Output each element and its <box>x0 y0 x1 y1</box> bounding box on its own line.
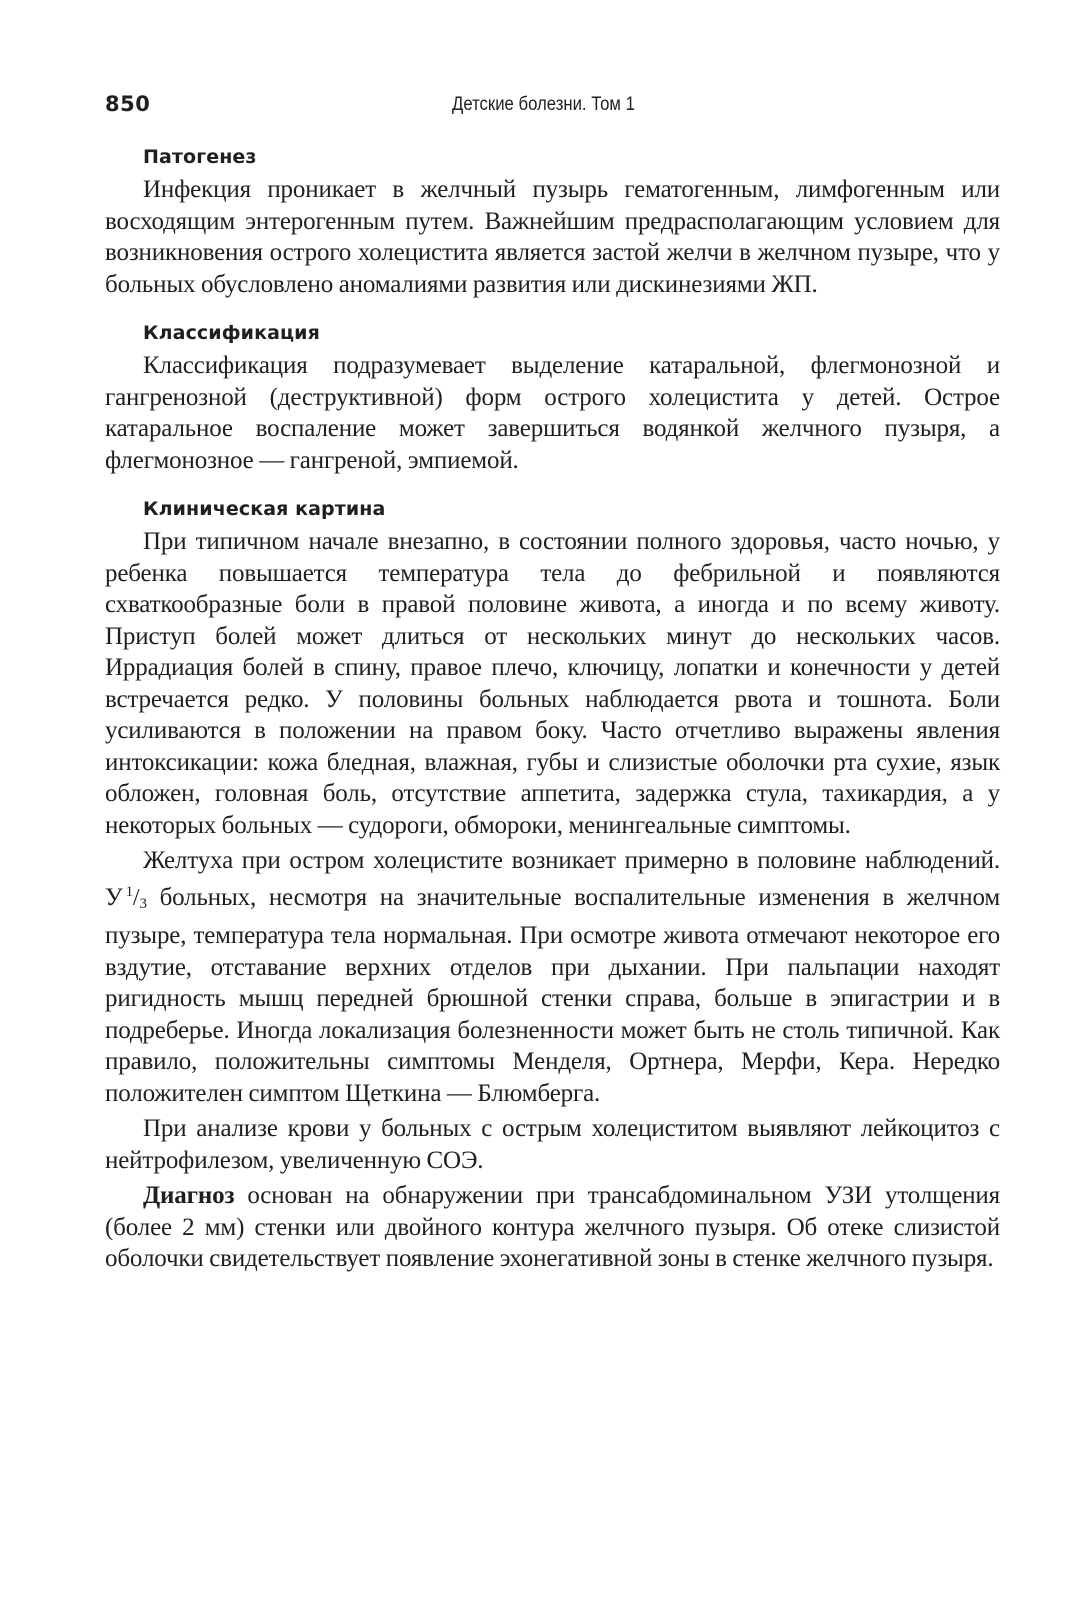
section-heading-clinical-picture: Клиническая картина <box>143 498 386 520</box>
jaundice-text-start: Желтуха при остром холецистите возникает примерно в половине наблюдений. У <box>105 847 1000 911</box>
spacer <box>105 300 1000 322</box>
book-title: Детские болезни. Том 1 <box>452 94 635 115</box>
spacer <box>105 476 1000 498</box>
paragraph-clinical-onset: При типичном начале внезапно, в состоянии полного здоровья, часто ночью, у ребенка повышается температура тела до фебрильной и появляются схваткообразные боли в правой половине живота, а иногда и по всему животу. Приступ болей может длиться от нескольких минут до нескольких часов. Иррадиация болей в спину, правое плечо, ключицу, лопатки и конечности у детей встречается редко. У половины больных наблюдается рвота и тошнота. Боли усиливаются в положении на правом боку. Часто отчетливо выражены явления интоксикации: кожа бледная, влажная, губы и слизистые оболочки рта сухие, язык обложен, головная боль, отсутствие аппетита, задержка стула, тахикардия, а у некоторых больных — судороги, обмороки, менингеальные симптомы. <box>105 528 1000 839</box>
paragraph-pathogenesis: Инфекция проникает в желчный пузырь гематогенным, лимфогенным или восходящим энтерогенным путем. Важнейшим предрасполагающим условием для возникновения острого холецистита является застой желчи в желчном пузыре, что у больных обусловлено аномалиями развития или дискинезиями ЖП. <box>105 176 1000 298</box>
section-pathogenesis <box>105 146 1000 300</box>
fraction-numerator: 1 <box>125 883 133 900</box>
jaundice-text-end: больных, несмотря на значительные воспалительные изменения в желчном пузыре, температура тела нормальная. При осмотре живота отмечают некоторое его вздутие, отставание верхних отделов при дыхании. При пальпации находят ригидность мышц передней брюшной стенки справа, больше в эпигастрии и в подреберье. Иногда локализация болезненности может быть не столь типичной. Как правило, положительны симптомы Менделя, Ортнера, Мерфи, Кера. Нередко положителен симптом Щеткина — Блюмберга. <box>105 883 1000 1107</box>
book-page <box>105 0 1000 1600</box>
diagnosis-term: Диагноз <box>143 1182 235 1209</box>
diagnosis-text: основан на обнаружении при трансабдоминальном УЗИ утолщения (более 2 мм) стенки или двойного контура желчного пузыря. Об отеке слизистой оболочки свидетельствует появление эхонегативной зоны в стенке желчного пузыря. <box>105 1182 1000 1272</box>
fraction-slash: / <box>132 884 140 911</box>
section-classification <box>105 322 1000 476</box>
section-clinical-picture <box>105 498 1000 1275</box>
fraction-denominator: 3 <box>139 895 147 912</box>
paragraph-jaundice <box>105 845 1000 1109</box>
page-number: 850 <box>105 92 151 116</box>
section-heading-classification: Классификация <box>143 322 320 344</box>
paragraph-classification: Классификация подразумевает выделение катаральной, флегмонозной и гангренозной (деструктивной) форм острого холецистита у детей. Острое катаральное воспаление может завершиться водянкой желчного пузыря, а флегмонозное — гангреной, эмпиемой. <box>105 352 1000 474</box>
section-heading-pathogenesis: Патогенез <box>143 146 257 168</box>
paragraph-blood-analysis: При анализе крови у больных с острым холециститом выявляют лейкоцитоз с нейтрофилезом, увеличенную СОЭ. <box>105 1115 1000 1174</box>
paragraph-diagnosis <box>105 1180 1000 1275</box>
page-content <box>105 146 1000 1275</box>
running-head <box>105 92 1000 122</box>
